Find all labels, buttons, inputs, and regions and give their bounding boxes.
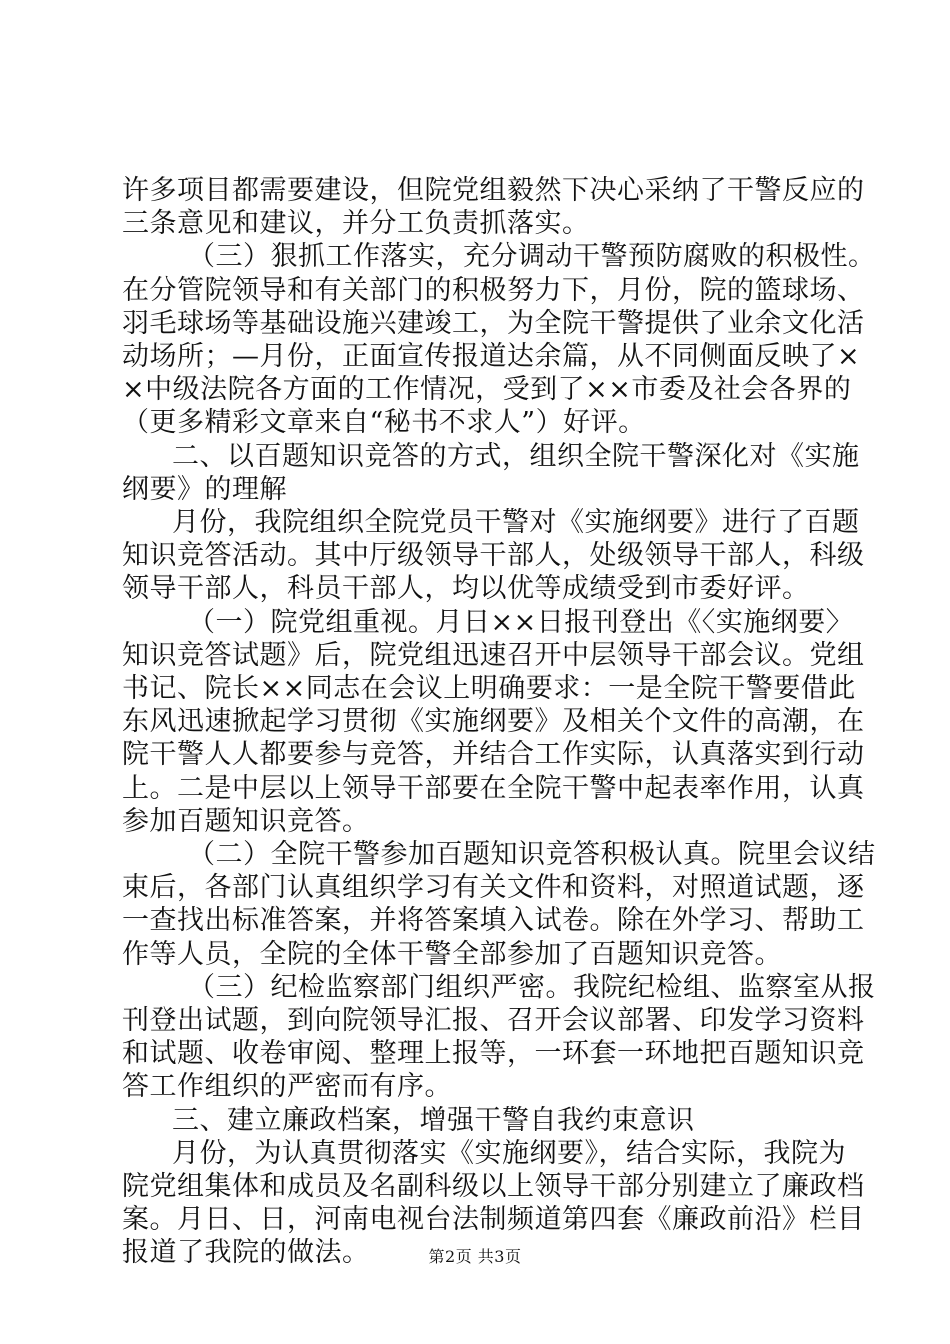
section-heading: 二、以百题知识竞答的方式，组织全院干警深化对《实施 (172, 441, 860, 472)
text-line: （三）纪检监察部门组织严密。我院纪检组、监察室从报 (188, 972, 876, 1003)
text-line: 报道了我院的做法。 (122, 1237, 370, 1268)
text-line: 书记、院长××同志在会议上明确要求：一是全院干警要借此 (122, 673, 856, 704)
text-line: 答工作组织的严密而有序。 (122, 1071, 452, 1102)
text-line: 月份，我院组织全院党员干警对《实施纲要》进行了百题 (172, 507, 860, 538)
text-line: （二）全院干警参加百题知识竞答积极认真。院里会议结 (188, 839, 876, 870)
text-line: 上。二是中层以上领导干部要在全院干警中起表率作用，认真 (122, 773, 865, 804)
page-number-label: 第2页 共3页 (428, 1247, 522, 1266)
section-heading-continued: 纲要》的理解 (122, 474, 287, 505)
text-line: 院党组集体和成员及名副科级以上领导干部分别建立了廉政档 (122, 1171, 865, 1202)
text-line: 和试题、收卷审阅、整理上报等，一环套一环地把百题知识竞 (122, 1038, 865, 1069)
text-line: 刊登出试题，到向院领导汇报、召开会议部署、印发学习资料 (122, 1005, 865, 1036)
text-line: 羽毛球场等基础设施兴建竣工，为全院干警提供了业余文化活 (122, 308, 865, 339)
text-line: 东风迅速掀起学习贯彻《实施纲要》及相关个文件的高潮，在 (122, 706, 865, 737)
text-line: 作等人员，全院的全体干警全部参加了百题知识竞答。 (122, 939, 782, 970)
text-line: 许多项目都需要建设，但院党组毅然下决心采纳了干警反应的 (122, 175, 865, 206)
text-line: 动场所；—月份，正面宣传报道达余篇，从不同侧面反映了× (122, 341, 861, 372)
section-heading: 三、建立廉政档案，增强干警自我约束意识 (172, 1105, 695, 1136)
page-footer (0, 1247, 950, 1267)
text-line: 一查找出标准答案，并将答案填入试卷。除在外学习、帮助工 (122, 905, 865, 936)
text-line: （更多精彩文章来自“秘书不求人”）好评。 (122, 407, 646, 438)
text-line: （一）院党组重视。月日××日报刊登出《〈实施纲要〉 (188, 607, 854, 638)
text-line: 院干警人人都要参与竞答，并结合工作实际，认真落实到行动 (122, 739, 865, 770)
text-line: 月份，为认真贯彻落实《实施纲要》，结合实际，我院为 (172, 1138, 846, 1169)
text-line: 束后，各部门认真组织学习有关文件和资料，对照道试题，逐 (122, 872, 865, 903)
text-line: 领导干部人，科员干部人，均以优等成绩受到市委好评。 (122, 573, 810, 604)
text-line: 在分管院领导和有关部门的积极努力下，月份，院的篮球场、 (122, 275, 865, 306)
text-line: 三条意见和建议，并分工负责抓落实。 (122, 208, 590, 239)
text-line: 知识竞答活动。其中厅级领导干部人，处级领导干部人，科级 (122, 540, 865, 571)
text-line: 参加百题知识竞答。 (122, 806, 370, 837)
text-line: 知识竞答试题》后，院党组迅速召开中层领导干部会议。党组 (122, 640, 865, 671)
text-line: 案。月日、日，河南电视台法制频道第四套《廉政前沿》栏目 (122, 1204, 865, 1235)
text-line: （三）狠抓工作落实，充分调动干警预防腐败的积极性。 (188, 241, 876, 272)
text-line: ×中级法院各方面的工作情况，受到了××市委及社会各界的 (122, 374, 852, 405)
